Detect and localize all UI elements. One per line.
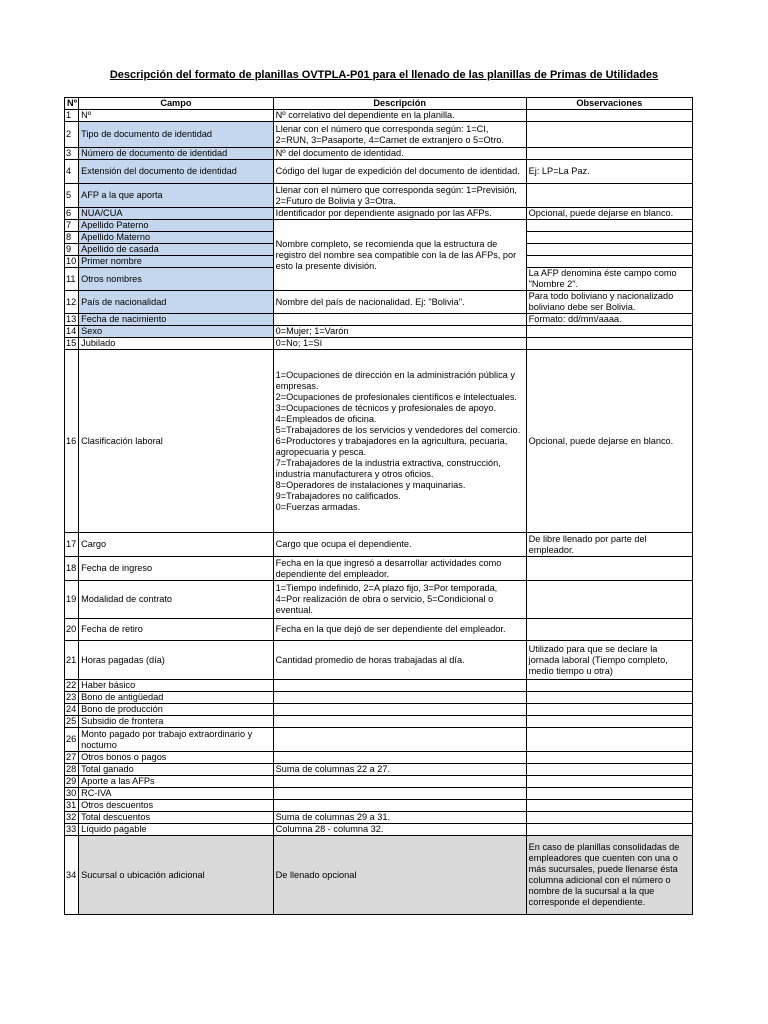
description-cell [273,692,526,704]
description-cell: Cargo que ocupa el dependiente. [273,533,526,557]
clasificacion-description [273,350,526,533]
description-cell [273,314,526,326]
campo-cell: Primer nombre [79,256,274,268]
campo-cell: Fecha de ingreso [79,557,274,581]
table-row [65,581,693,619]
clasificacion-line: 8=Operadores de instalaciones y maquinarias. [275,479,466,490]
row-number: 19 [65,581,79,619]
campo-cell: NUA/CUA [79,208,274,220]
row-number: 22 [65,680,79,692]
row-number: 32 [65,812,79,824]
campo-cell: Apellido Paterno [79,220,274,232]
table-row [65,122,693,148]
observation-cell [526,148,692,160]
header-campo: Campo [79,98,274,110]
row-number: 4 [65,160,79,184]
campo-cell: RC-IVA [79,788,274,800]
observation-cell [526,728,692,752]
row-number: 18 [65,557,79,581]
description-cell [273,752,526,764]
description-cell: Cantidad promedio de horas trabajadas al día. [273,641,526,680]
description-cell: Nº del documento de identidad. [273,148,526,160]
table-row [65,619,693,641]
row-number: 17 [65,533,79,557]
table-row [65,788,693,800]
description-cell [273,728,526,752]
table-row [65,680,693,692]
table-row [65,728,693,752]
row-number: 26 [65,728,79,752]
table-row [65,291,693,314]
description-cell [273,704,526,716]
description-cell: Fecha en la que ingresó a desarrollar actividades como dependiente del empleador. [273,557,526,581]
row-number: 23 [65,692,79,704]
table-row [65,704,693,716]
clasificacion-line: 4=Empleados de oficina. [275,413,377,424]
observation-cell [526,716,692,728]
merged-name-description: Nombre completo, se recomienda que la estructura de registro del nombre sea compatible con la de las AFPs, por esto la presente división. [273,220,526,291]
observation-cell [526,122,692,148]
observation-cell [526,184,692,208]
row-number: 9 [65,244,79,256]
observation-cell: Opcional, puede dejarse en blanco. [526,208,692,220]
row-number: 3 [65,148,79,160]
header-num: Nº [65,98,79,110]
row-number: 14 [65,326,79,338]
description-cell: Suma de columnas 22 a 27. [273,764,526,776]
observation-cell [526,619,692,641]
description-cell: Llenar con el número que corresponda según: 1=CI, 2=RUN, 3=Pasaporte, 4=Carnet de extranjero o 5=Otro. [273,122,526,148]
description-cell: Identificador por dependiente asignado por las AFPs. [273,208,526,220]
row-number: 11 [65,268,79,291]
campo-cell: Líquido pagable [79,824,274,836]
clasificacion-line: 9=Trabajadores no calificados. [275,490,401,501]
format-table [64,97,693,915]
observation-cell: En caso de planillas consolidadas de empleadores que cuenten con una o más sucursales, puede llenarse ésta columna adicional con el número o nombre de la sucursal a la que corresponde el dependiente. [526,836,692,915]
row-number: 20 [65,619,79,641]
description-cell: Suma de columnas 29 a 31. [273,812,526,824]
observation-cell: Utilizado para que se declare la jornada laboral (Tiempo completo, medio tiempo u otra) [526,641,692,680]
observation-cell [526,110,692,122]
campo-cell: Monto pagado por trabajo extraordinario y nocturno [79,728,274,752]
clasificacion-line: 7=Trabajadores de la industria extractiva, construcción, industria manufacturera y otros oficios. [275,457,501,479]
clasificacion-line: 1=Ocupaciones de dirección en la administración pública y empresas. [275,369,515,391]
observation-cell [526,244,692,256]
clasificacion-line: 2=Ocupaciones de profesionales científicos e intelectuales. [275,391,517,402]
observation-cell: Formato: dd/mm/aaaa. [526,314,692,326]
campo-cell: Apellido Materno [79,232,274,244]
campo-cell: Total descuentos [79,812,274,824]
clasificacion-line: 0=Fuerzas armadas. [275,501,361,512]
campo-cell: Sexo [79,326,274,338]
row-number: 2 [65,122,79,148]
table-row [65,812,693,824]
table-row [65,350,693,533]
table-row [65,326,693,338]
observation-cell: La AFP denomina éste campo como "Nombre 2". [526,268,692,291]
description-cell: Columna 28 - columna 32. [273,824,526,836]
observation-cell: De libre llenado por parte del empleador. [526,533,692,557]
observation-cell [526,557,692,581]
campo-cell: Tipo de documento de identidad [79,122,274,148]
table-row [65,220,693,232]
description-cell [273,800,526,812]
description-cell [273,716,526,728]
campo-cell: Extensión del documento de identidad [79,160,274,184]
campo-cell: Haber básico [79,680,274,692]
row-number: 27 [65,752,79,764]
table-row [65,148,693,160]
table-row [65,533,693,557]
observation-cell: Opcional, puede dejarse en blanco. [526,350,692,533]
row-number: 28 [65,764,79,776]
observation-cell [526,776,692,788]
observation-cell [526,800,692,812]
row-number: 21 [65,641,79,680]
campo-cell: Clasificación laboral [79,350,274,533]
campo-cell: Modalidad de contrato [79,581,274,619]
table-row [65,557,693,581]
observation-cell [526,824,692,836]
description-cell: Nº correlativo del dependiente en la planilla. [273,110,526,122]
table-row [65,716,693,728]
header-descripcion: Descripción [273,98,526,110]
campo-cell: Total ganado [79,764,274,776]
row-number: 15 [65,338,79,350]
campo-cell: Cargo [79,533,274,557]
table-row [65,800,693,812]
description-cell: Fecha en la que dejó de ser dependiente del empleador. [273,619,526,641]
table-row [65,776,693,788]
description-cell: 0=Mujer; 1=Varón [273,326,526,338]
campo-cell: AFP a la que aporta [79,184,274,208]
row-number: 6 [65,208,79,220]
observation-cell [526,692,692,704]
row-number: 10 [65,256,79,268]
observation-cell: Ej: LP=La Paz. [526,160,692,184]
row-number: 16 [65,350,79,533]
table-row [65,208,693,220]
observation-cell [526,704,692,716]
row-number: 13 [65,314,79,326]
observation-cell [526,788,692,800]
campo-cell: Bono de antigüedad [79,692,274,704]
clasificacion-line: 5=Trabajadores de los servicios y vendedores del comercio. [275,424,521,435]
campo-cell: Jubilado [79,338,274,350]
row-number: 33 [65,824,79,836]
campo-cell: Fecha de nacimiento [79,314,274,326]
table-row [65,314,693,326]
row-number: 8 [65,232,79,244]
document-title: Descripción del formato de planillas OVTPLA-P01 para el llenado de las planillas de Primas de Utilidades [109,69,659,81]
campo-cell: Otros nombres [79,268,274,291]
table-row [65,641,693,680]
table-row [65,110,693,122]
description-cell: 1=Tiempo indefinido, 2=A plazo fijo, 3=Por temporada, 4=Por realización de obra o servicio, 5=Condicional o eventual. [273,581,526,619]
row-number: 29 [65,776,79,788]
description-cell: 0=No; 1=Sí [273,338,526,350]
table-row [65,836,693,915]
campo-cell: Apellido de casada [79,244,274,256]
campo-cell: Fecha de retiro [79,619,274,641]
table-row [65,338,693,350]
campo-cell: Aporte a las AFPs [79,776,274,788]
row-number: 34 [65,836,79,915]
campo-cell: País de nacionalidad [79,291,274,314]
description-cell [273,788,526,800]
campo-cell: Horas pagadas (día) [79,641,274,680]
campo-cell: Subsidio de frontera [79,716,274,728]
campo-cell: Otros descuentos [79,800,274,812]
clasificacion-line: 6=Productores y trabajadores en la agricultura, pecuaria, agropecuaria y pesca. [275,435,508,457]
header-row [65,98,693,110]
clasificacion-line: 3=Ocupaciones de técnicos y profesionales de apoyo. [275,402,497,413]
observation-cell [526,326,692,338]
table-row [65,160,693,184]
row-number: 1 [65,110,79,122]
description-cell: De llenado opcional [273,836,526,915]
table-row [65,824,693,836]
header-observaciones: Observaciones [526,98,692,110]
campo-cell: Otros bonos o pagos [79,752,274,764]
observation-cell [526,812,692,824]
table-row [65,692,693,704]
observation-cell [526,680,692,692]
description-cell: Llenar con el número que corresponda según: 1=Previsión, 2=Futuro de Bolivia y 3=Otra. [273,184,526,208]
table-row [65,752,693,764]
observation-cell [526,338,692,350]
observation-cell [526,764,692,776]
observation-cell [526,220,692,232]
row-number: 12 [65,291,79,314]
campo-cell: Número de documento de identidad [79,148,274,160]
description-cell [273,776,526,788]
row-number: 24 [65,704,79,716]
row-number: 7 [65,220,79,232]
row-number: 5 [65,184,79,208]
table-row [65,764,693,776]
observation-cell [526,256,692,268]
row-number: 30 [65,788,79,800]
observation-cell [526,232,692,244]
observation-cell [526,752,692,764]
table-row [65,184,693,208]
row-number: 31 [65,800,79,812]
campo-cell: Bono de producción [79,704,274,716]
observation-cell: Para todo boliviano y nacionalizado boliviano debe ser Bolivia. [526,291,692,314]
campo-cell: Sucursal o ubicación adicional [79,836,274,915]
observation-cell [526,581,692,619]
campo-cell: Nº [79,110,274,122]
description-cell: Nombre del país de nacionalidad. Ej: "Bolivia". [273,291,526,314]
description-cell: Código del lugar de expedición del documento de identidad. [273,160,526,184]
description-cell [273,680,526,692]
row-number: 25 [65,716,79,728]
